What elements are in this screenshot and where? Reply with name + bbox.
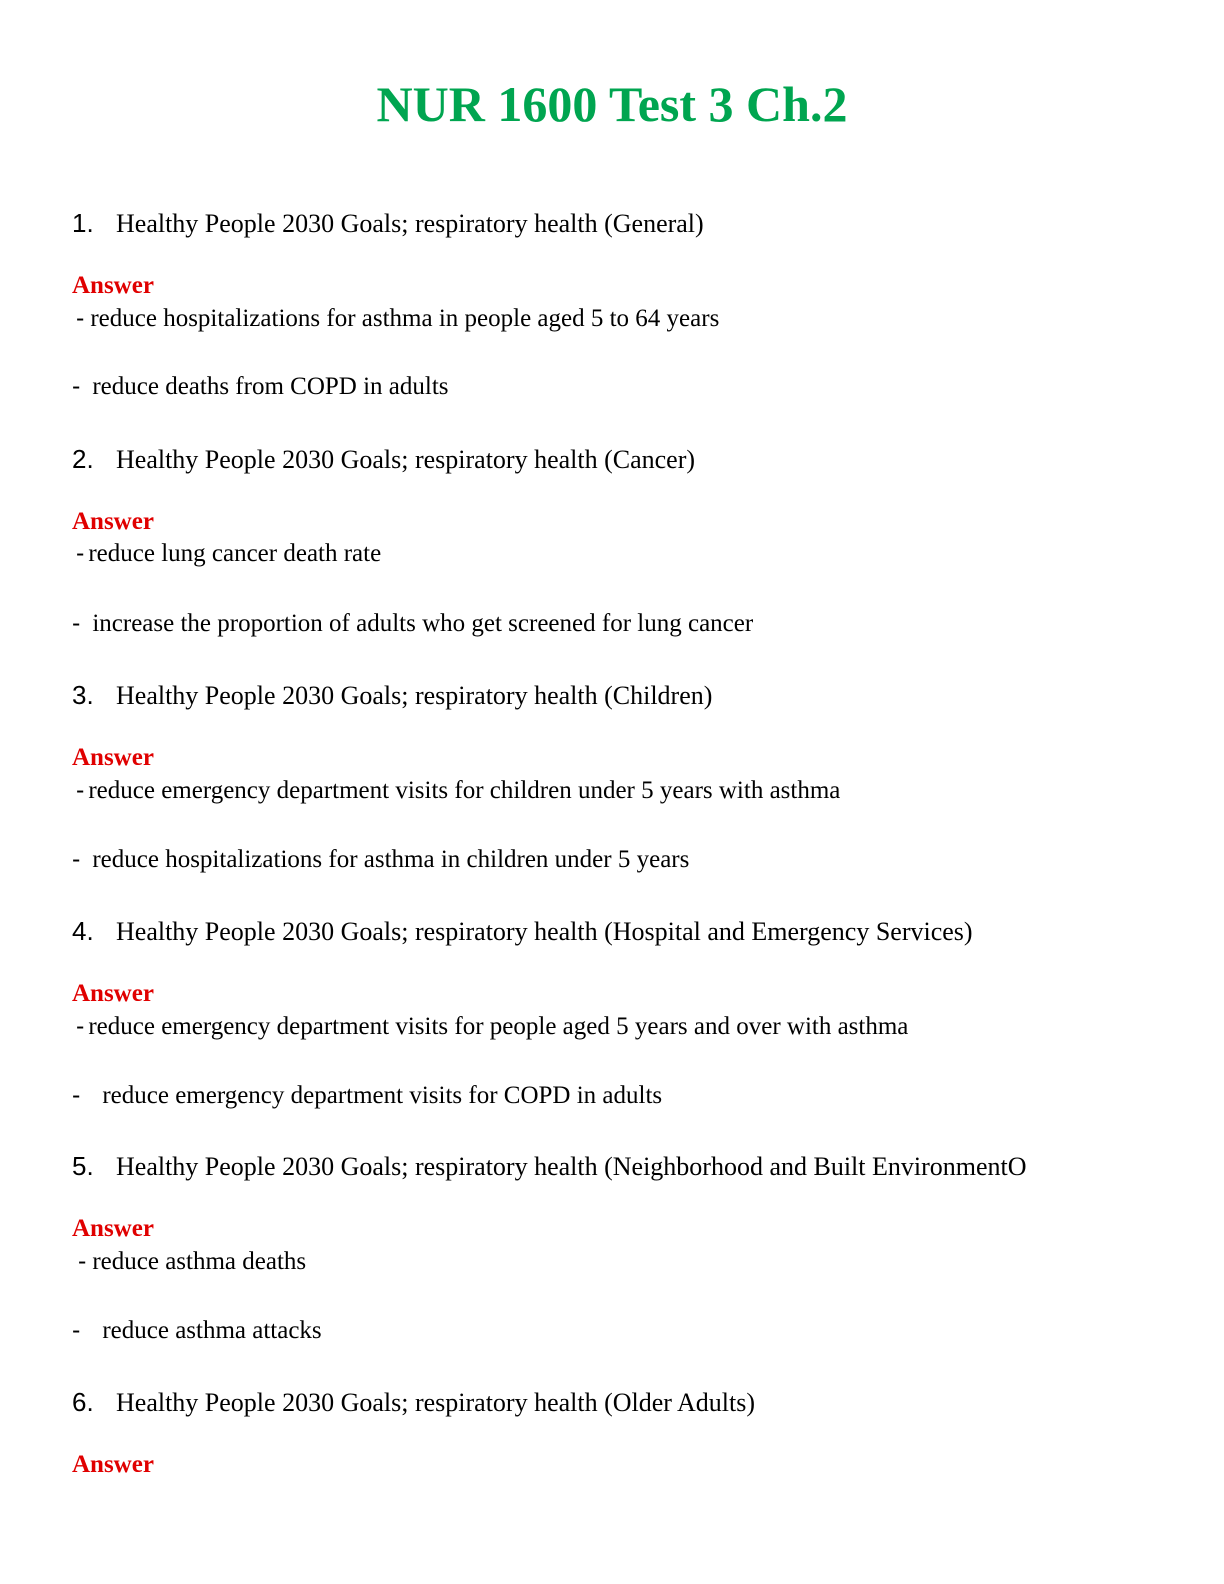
- answer-text: reduce lung cancer death rate: [88, 540, 382, 567]
- answer-text: reduce asthma attacks: [102, 1317, 322, 1344]
- dash-marker: -: [76, 1012, 85, 1040]
- answer-line: [72, 608, 753, 639]
- answer-label: Answer: [72, 272, 154, 299]
- dash-marker: -: [72, 1081, 81, 1109]
- dash-marker: -: [72, 609, 81, 637]
- answer-label: Answer: [72, 980, 154, 1007]
- answer-line: [72, 538, 381, 569]
- question-3: [72, 679, 712, 712]
- answer-line: [72, 1315, 322, 1346]
- dash-marker: -: [76, 776, 85, 804]
- answer-line: [72, 1246, 306, 1277]
- answer-label: Answer: [72, 1215, 154, 1242]
- question-5: [72, 1150, 1027, 1183]
- question-6: [72, 1386, 755, 1419]
- dash-marker: -: [78, 1247, 87, 1275]
- answer-text: reduce emergency department visits for children under 5 years with asthma: [88, 777, 841, 804]
- dash-marker: -: [76, 539, 85, 567]
- question-number: 3.: [72, 680, 94, 710]
- question-text: Healthy People 2030 Goals; respiratory health (Children): [116, 681, 713, 710]
- question-number: 2.: [72, 444, 94, 474]
- answer-line: [72, 303, 719, 334]
- answer-line: [72, 1080, 662, 1111]
- answer-text: increase the proportion of adults who get screened for lung cancer: [92, 610, 754, 637]
- question-4: [72, 915, 973, 948]
- answer-text: reduce hospitalizations for asthma in children under 5 years: [92, 846, 690, 873]
- answer-line: [72, 1011, 908, 1042]
- answer-text: reduce emergency department visits for COPD in adults: [102, 1082, 663, 1109]
- question-number: 6.: [72, 1387, 94, 1417]
- answer-label: Answer: [72, 508, 154, 535]
- question-number: 1.: [72, 208, 94, 238]
- question-text: Healthy People 2030 Goals; respiratory health (Hospital and Emergency Services): [116, 917, 973, 946]
- answer-line: [72, 844, 689, 875]
- question-1: [72, 207, 704, 240]
- question-text: Healthy People 2030 Goals; respiratory health (General): [116, 209, 704, 238]
- answer-text: reduce deaths from COPD in adults: [92, 373, 449, 400]
- dash-marker: -: [72, 845, 81, 873]
- answer-label: Answer: [72, 744, 154, 771]
- question-number: 5.: [72, 1151, 94, 1181]
- dash-marker: -: [76, 304, 85, 332]
- answer-label: Answer: [72, 1451, 154, 1478]
- question-text: Healthy People 2030 Goals; respiratory health (Neighborhood and Built EnvironmentO: [116, 1152, 1027, 1181]
- question-2: [72, 443, 695, 476]
- answer-text: reduce emergency department visits for people aged 5 years and over with asthma: [88, 1013, 909, 1040]
- question-text: Healthy People 2030 Goals; respiratory health (Cancer): [116, 445, 696, 474]
- answer-line: [72, 775, 840, 806]
- dash-marker: -: [72, 1316, 81, 1344]
- dash-marker: -: [72, 372, 81, 400]
- answer-text: reduce asthma deaths: [92, 1248, 307, 1275]
- answer-text: reduce hospitalizations for asthma in people aged 5 to 64 years: [90, 305, 720, 332]
- question-text: Healthy People 2030 Goals; respiratory health (Older Adults): [116, 1388, 756, 1417]
- page-title: NUR 1600 Test 3 Ch.2: [376, 76, 848, 132]
- question-number: 4.: [72, 916, 94, 946]
- answer-line: [72, 371, 449, 402]
